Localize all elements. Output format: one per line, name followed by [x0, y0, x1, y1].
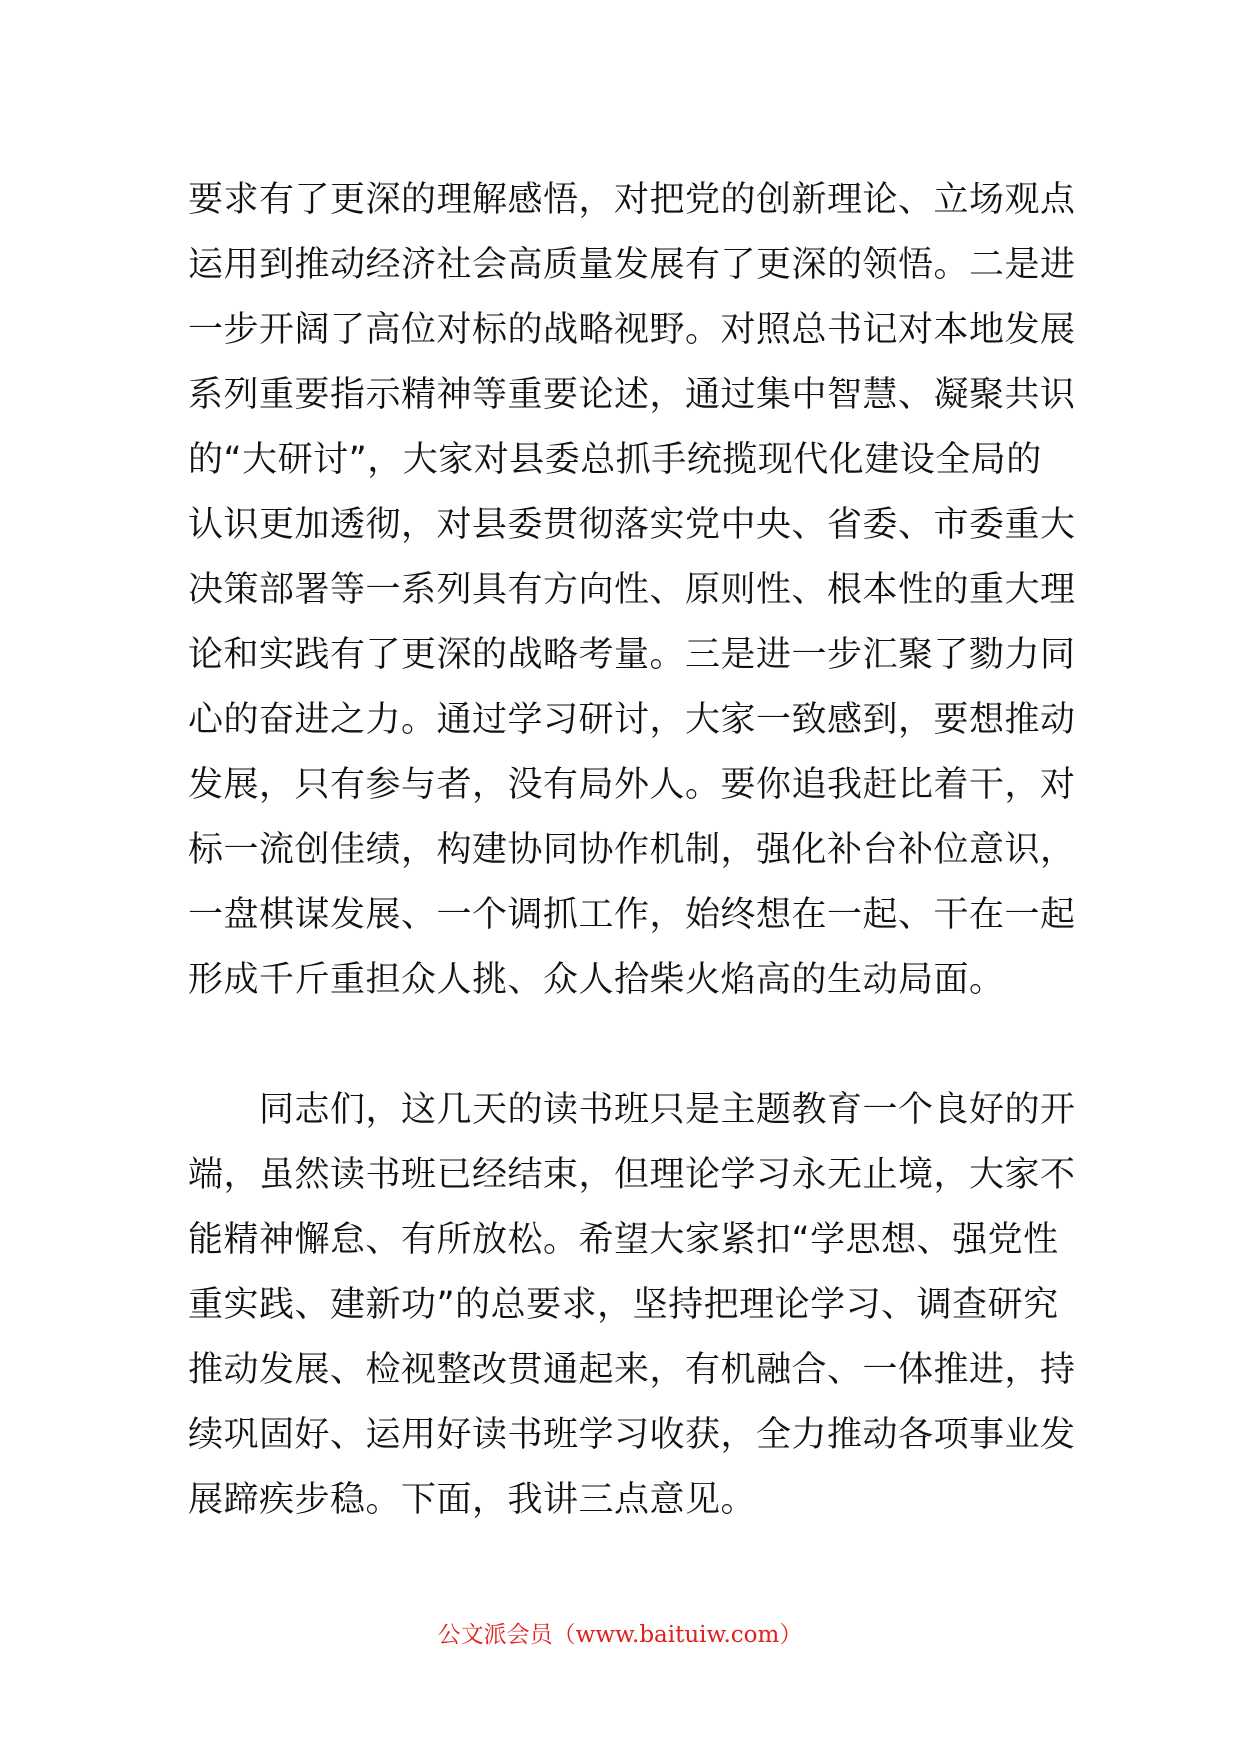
text-line: 一盘棋谋发展、一个调抓工作，始终想在一起、干在一起 [188, 895, 1076, 935]
paragraph-2 [188, 1078, 1076, 1533]
text-line: 续巩固好、运用好读书班学习收获，全力推动各项事业发 [188, 1415, 1076, 1455]
text-line: 心的奋进之力。通过学习研讨，大家一致感到，要想推动 [188, 700, 1076, 740]
text-line: 展蹄疾步稳。下面，我讲三点意见。 [188, 1480, 757, 1520]
text-line: 同志们，这几天的读书班只是主题教育一个良好的开 [188, 1090, 1076, 1130]
text-line: 重实践、建新功”的总要求，坚持把理论学习、调查研究 [188, 1285, 1059, 1325]
text-line: 运用到推动经济社会高质量发展有了更深的领悟。二是进 [188, 245, 1076, 285]
text-line: 能精神懈怠、有所放松。希望大家紧扣“学思想、强党性 [188, 1220, 1059, 1260]
text-line: 一步开阔了高位对标的战略视野。对照总书记对本地发展 [188, 310, 1076, 350]
text-line: 发展，只有参与者，没有局外人。要你追我赶比着干，对 [188, 765, 1076, 805]
text-line: 形成千斤重担众人挑、众人拾柴火焰高的生动局面。 [188, 960, 1005, 1000]
text-line: 论和实践有了更深的战略考量。三是进一步汇聚了勠力同 [188, 635, 1076, 675]
text-line: 标一流创佳绩，构建协同协作机制，强化补台补位意识， [188, 830, 1076, 870]
text-line: 认识更加透彻，对县委贯彻落实党中央、省委、市委重大 [188, 505, 1076, 545]
text-line: 推动发展、检视整改贯通起来，有机融合、一体推进，持 [188, 1350, 1076, 1390]
footer-watermark-text: 公文派会员（www.baituiw.com） [437, 1622, 803, 1648]
paragraph-1 [188, 168, 1076, 1013]
text-line: 系列重要指示精神等重要论述，通过集中智慧、凝聚共识 [188, 375, 1076, 415]
text-line: 端，虽然读书班已经结束，但理论学习永无止境，大家不 [188, 1155, 1076, 1195]
text-line: 要求有了更深的理解感悟，对把党的创新理论、立场观点 [188, 180, 1076, 220]
text-line: 的“大研讨”，大家对县委总抓手统揽现代化建设全局的 [188, 440, 1042, 480]
text-line: 决策部署等一系列具有方向性、原则性、根本性的重大理 [188, 570, 1076, 610]
